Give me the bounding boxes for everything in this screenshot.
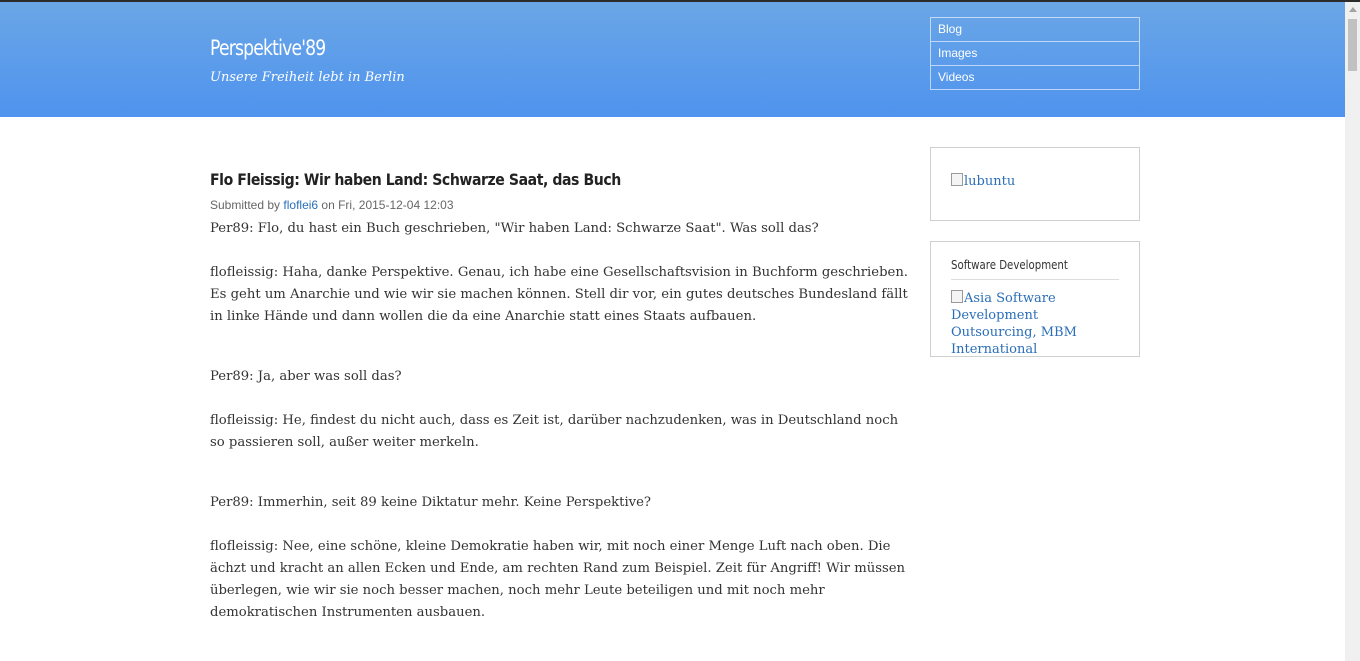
menu-item-blog[interactable]: Blog [931,18,1139,42]
submitted-date: on Fri, 2015-12-04 12:03 [321,198,454,212]
paragraph: Per89: Immerhin, seit 89 keine Diktatur mehr. Keine Perspektive? [210,495,651,510]
lubuntu-image-link[interactable] [951,173,1015,190]
submitted-prefix: Submitted by [210,198,281,212]
menu-item-images[interactable]: Images [931,42,1139,66]
vertical-scrollbar[interactable] [1345,2,1360,661]
article-title[interactable]: Flo Fleissig: Wir haben Land: Schwarze Saat, das Buch [210,170,621,189]
scroll-up-arrow-icon[interactable] [1349,7,1357,12]
author-link[interactable]: floflei6 [283,198,319,212]
block-title: Software Development [951,258,1068,272]
sidebar-block-software-development [930,241,1140,357]
broken-image-icon [951,290,963,303]
paragraph: Per89: Ja, aber was soll das? [210,369,402,384]
lubuntu-image-alt: lubuntu [964,174,1016,189]
main-menu [930,17,1140,90]
paragraph: Per89: Flo, du hast ein Buch geschrieben, "Wir haben Land: Schwarze Saat". Was soll das? [210,221,819,236]
article-body [210,218,910,624]
site-slogan: Unsere Freiheit lebt in Berlin [210,70,405,85]
scrollbar-thumb[interactable] [1348,19,1357,71]
paragraph: flofleissig: Nee, eine schöne, kleine Demokratie haben wir, mit noch einer Menge Luft nach oben. Die ächzt und kracht an allen Ecken und Ende, am rechten Rand zum Beispiel. Zeit für Angriff! Wir müssen überlegen, wie wir sie noch besser machen, noch mehr Leute beteiligen und mit noch mehr demokratischen Instrumenten ausbauen. [210,539,906,620]
block-divider [951,279,1119,280]
menu-item-videos[interactable]: Videos [938,70,975,84]
site-header [0,2,1345,117]
main-content [210,170,910,624]
broken-image-icon [951,173,963,186]
sidebar-block-lubuntu [930,147,1140,221]
software-ad-image-link[interactable] [951,290,1121,358]
paragraph: flofleissig: Haha, danke Perspektive. Genau, ich habe eine Gesellschaftsvision in Buchform geschrieben. Es geht um Anarchie und wie wir sie machen können. Stell dir vor, ein gutes deutsches Bundesland fällt in linke Hände und dann wollen die da eine Anarchie statt eines Staats aufbauen. [210,265,909,324]
site-name-link[interactable]: Perspektive'89 [210,36,326,60]
paragraph: flofleissig: He, findest du nicht auch, dass es Zeit ist, darüber nachzudenken, was in Deutschland noch so passieren soll, außer weiter merkeln. [210,413,899,450]
software-ad-image-alt: Asia Software Development Outsourcing, MBM International [951,291,1077,357]
submitted-line [210,198,910,212]
